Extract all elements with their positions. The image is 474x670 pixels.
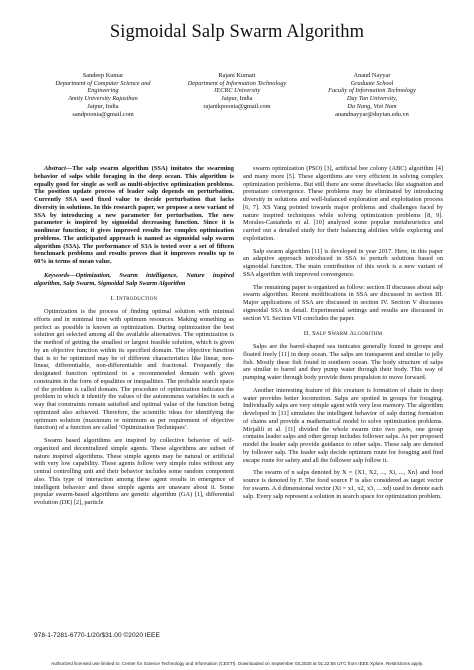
author-org: Amity University Rajasthan bbox=[68, 95, 138, 103]
license-footer: Authorized licensed use limited to: Center for Science Technology and Information (CESTI). Downloaded on September 03,2020 at 01:22:55 UTC from IEEE Xplore. Restrictions apply. bbox=[50, 661, 424, 666]
right-column bbox=[243, 165, 443, 505]
author-org: Duy Tan University, bbox=[346, 95, 398, 103]
author-2 bbox=[162, 72, 312, 111]
isbn-footer: 978-1-7281-6770-1/20/$31.00 ©2020 IEEE bbox=[34, 632, 160, 639]
author-name: Anand Nayyar bbox=[353, 72, 391, 79]
section-heading-salp-swarm: II. Salp Swarm Algorithm bbox=[303, 330, 383, 338]
body-paragraph: The remaining paper is organized as follow: section II discusses about salp swarm algorithm. Recent modifications in SSA are discussed in section III. Major applications of SSA are discussed in section IV. Section V discusses sigmoidal SSA in detail. Experimental settings and results are discussed in section VI. Section VII concludes the paper. bbox=[243, 283, 443, 322]
left-column bbox=[34, 165, 234, 512]
author-block bbox=[0, 72, 474, 142]
body-paragraph: Swarm based algorithms are inspired by collective behavior of self-organized and decentralized simple agents. These algorithms are subset of nature inspired algorithms. These simple agents may be natural or artificial with very low capability. These agents follow very simple rules without any central controlling unit and their behavior includes some random component also. This type of interaction among these agent results in emergence of intelligent behavior and these simple agents are unaware about it. Some popular swarm-based algorithms are genetic algorithm (GA) [1], differential evolution (DE) [2], particle bbox=[34, 437, 234, 506]
abstract-label: Abstract bbox=[44, 165, 66, 172]
body-paragraph: Optimization is the process of finding optimal solution with minimal efforts and in minimal time with optimum resources. Making something as perfect as possible is known as optimization. During optimization the best solution get selected among all the available alternatives. The optimization is the method of getting the smallest or largest feasible solution, which is given by an objective function within its specified domain. The objective function that is to be optimized may be of different characteristics like linear, non-linear, differentiable, non-differentiable and fractional. Frequently the designated function optimized in a recommended domain with given constraints in the form of equalities or inequalities. The probable search space of the problem is called domain. The procedure of optimization indicates the problem in which it identify the values of the autonomous variables in such a way that constraints remain satisfied and optimal value of the function being optimized also achieved. Therefore, the scientific ideas for identifying the optimum solution (maximum or minimum as per requirement of objective function) of a function are called ‘Optimization Techniques’. bbox=[34, 308, 234, 432]
author-email[interactable]: sandpoonia@gmail.com bbox=[72, 110, 134, 118]
author-dept: Department of Information Technology bbox=[187, 79, 287, 87]
author-name: Sandeep Kumar bbox=[82, 72, 124, 79]
author-email[interactable]: rajanikpoonia@gmail.com bbox=[203, 102, 271, 110]
section-heading-introduction: I. Introduction bbox=[110, 295, 158, 303]
body-paragraph: swarm optimization (PSO) [3], artificial bee colony (ABC) algorithm [4] and many more [5]. These algorithms are very efficient in solving complex optimization problems. But still there are some drawbacks like stagnation and premature convergence. These problems may be eliminated by introducing diversity in solutions and well-balanced exploration and exploitation process [6, 7]. XS Yang pointed towards major problems and challenges faced by nature inspired techniques while solving optimization problems [8, 9]. Morales-Castañeda et al. [10] analyzed some popular metaheuristics and carried out a detailed study for their balancing abilities while exploring and exploitation. bbox=[243, 165, 443, 242]
keywords bbox=[34, 272, 234, 288]
author-dept-2: Faculty of Information Technology bbox=[328, 87, 416, 95]
keywords-text: —Optimization, Swarm intelligence, Nature inspired algorithm, Salp Swarm, Sigmoidal Salp Swarm Algorithm bbox=[34, 271, 234, 287]
paper-title: Sigmoidal Salp Swarm Algorithm bbox=[109, 22, 365, 42]
author-email[interactable]: anandnayyar@duytan.edu.vn bbox=[335, 110, 409, 118]
author-city: Jaipur, India bbox=[87, 102, 119, 110]
abstract bbox=[34, 165, 234, 266]
author-1 bbox=[28, 72, 178, 118]
body-paragraph: Salps are the barrel-shaped sea tunicates generally found in groups and floated freely [11] in deep ocean. The salps are transparent and similar to jelly fish. Mostly these fish found in southern ocean. The body structure of salps are similar to barrel and they pump water through their body. This way of pumping water through body provide them propulsion to move forward. bbox=[243, 343, 443, 381]
author-city: Jaipur, India bbox=[221, 95, 253, 103]
author-3 bbox=[297, 72, 447, 118]
abstract-text: —The salp swarm algorithm (SSA) imitates the swarming behavior of salps while foraging in the deep ocean. This algorithm is equally good for single as well as multi-objective optimization problems. The position update process of leader salp depends on perturbation. Currently SSA used fixed value to decide perturbation that lacks diversity in solutions. In this research paper, we propose a new variant of SSA by introducing a new parameter for perturbation. The new parameter is inspired by sigmoidal decreasing function. Since it is nonlinear function; it gives improved results for complex optimization problems. The anticipated approach is named as sigmoidal salp swarm algorithm (S3A). The performance of S3A is tested over a set of fifteen benchmark problems and results proves that it improves results up to 60% in terms of mean value. bbox=[34, 165, 234, 265]
author-dept: Department of Computer Science and bbox=[55, 79, 151, 87]
author-org: JECRC University bbox=[213, 87, 261, 95]
body-paragraph: The swarm of n salps denoted by X = {X1, X2, ..., Xi, ..., Xn} and food source is denoted by F. The food source F is also considered as target vector for swarm. A d dimensional vector (Xi = x1, x2, x3, ... xd) used to denote each salp. Every salp represent a solution in search space for optimization problem. bbox=[243, 469, 443, 500]
author-city: Da Nang, Viet Nam bbox=[347, 102, 397, 110]
author-name: Rajani Kumari bbox=[218, 72, 256, 79]
author-dept-2: Engineering bbox=[87, 87, 119, 95]
body-paragraph: Salp swarm algorithm [11] is developed in year 2017. Here, in this paper an adaptive approach introduced in SSA to perturb solutions based on sigmoidal function. The main contribution of this work is a new variant of SSA algorithm with improved convergence. bbox=[243, 247, 443, 278]
keywords-label: Keywords bbox=[44, 271, 70, 279]
author-dept: Graduate School bbox=[350, 79, 394, 87]
body-paragraph: Another interesting feature of this creature is formation of chain in deep water provides better locomotion. Salps are spotted in groups for foraging. Individually salps are very simple agent with very less memory. The algorithm developed in [11] simulates the intelligent behavior of salp during formation of chains and provide a mathematical model to solve optimization problems. Mirjalili et al. [11] divided the whole swarm into two parts, one group contains leader salps and other group includes follower salps. As per proposed model the leader salp provide guidance to other salps. These salp are denoted by follower salp. The leader salp decide optimum route for foraging and find escape route for safety and all the follower salp follow it. bbox=[243, 386, 443, 464]
